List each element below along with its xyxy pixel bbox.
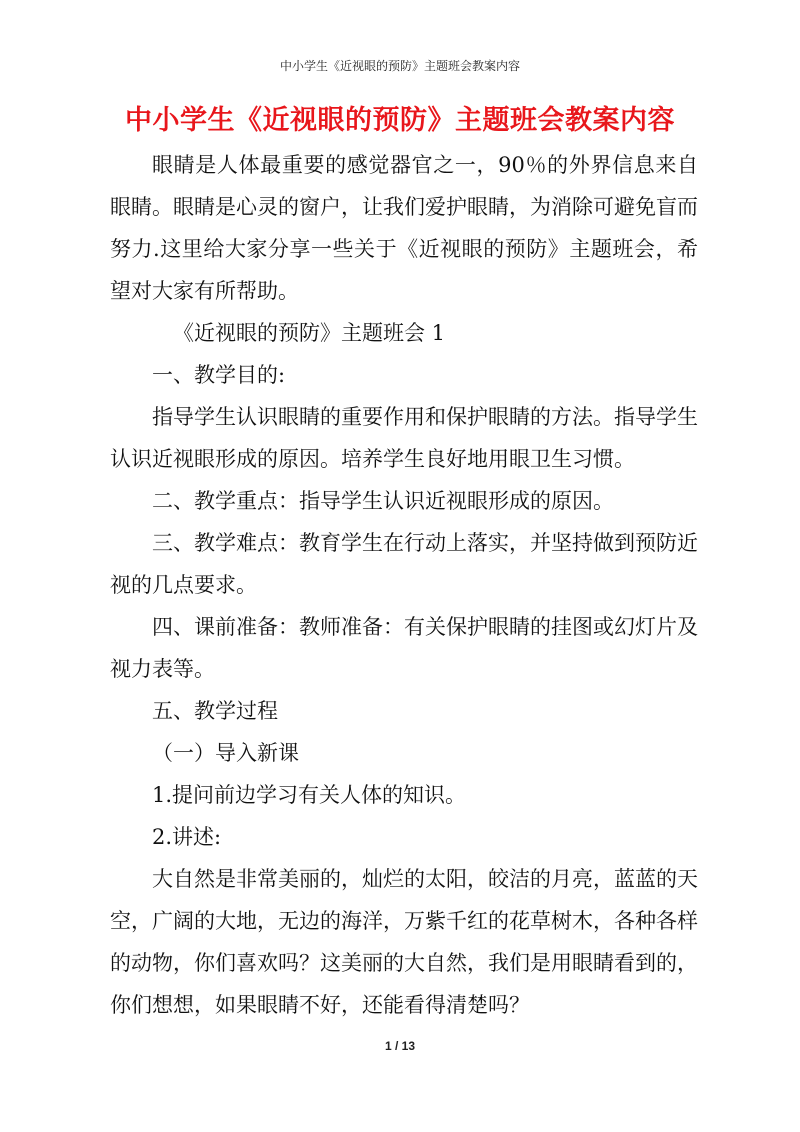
teaching-focus: 二、教学重点：指导学生认识近视眼形成的原因。	[152, 489, 614, 513]
intro-paragraph: 眼睛是人体最重要的感觉器官之一，90％的外界信息来自眼睛。眼睛是心灵的窗户，让我们爱护眼睛，为消除可避免盲而努力.这里给大家分享一些关于《近视眼的预防》主题班会，希望对大家有所帮助。	[110, 153, 698, 303]
teaching-difficulty: 三、教学难点：教育学生在行动上落实，并坚持做到预防近视的几点要求。	[110, 531, 698, 597]
preparation: 四、课前准备：教师准备：有关保护眼睛的挂图或幻灯片及视力表等。	[110, 615, 698, 681]
step-two: 2.讲述:	[152, 825, 222, 849]
teaching-objective-heading: 一、教学目的:	[152, 363, 286, 387]
section-heading: 《近视眼的预防》主题班会 1	[173, 321, 446, 345]
step-one: 1.提问前边学习有关人体的知识。	[152, 783, 467, 807]
running-header: 中小学生《近视眼的预防》主题班会教案内容	[279, 59, 520, 73]
page-indicator: 1 / 13	[384, 1039, 416, 1053]
narration-paragraph: 大自然是非常美丽的，灿烂的太阳，皎洁的月亮，蓝蓝的天空，广阔的大地，无边的海洋，万紫千红的花草树木，各种各样的动物，你们喜欢吗？这美丽的大自然，我们是用眼睛看到的，你们想想，如果眼睛不好，还能看得清楚吗？	[110, 867, 698, 1017]
document-title: 中小学生《近视眼的预防》主题班会教案内容	[125, 105, 675, 136]
teaching-process-heading: 五、教学过程	[152, 699, 278, 723]
lesson-intro-heading: （一）导入新课	[152, 741, 299, 765]
document-body	[110, 144, 698, 1026]
teaching-objective-text: 指导学生认识眼睛的重要作用和保护眼睛的方法。指导学生认识近视眼形成的原因。培养学生良好地用眼卫生习惯。	[110, 405, 698, 471]
